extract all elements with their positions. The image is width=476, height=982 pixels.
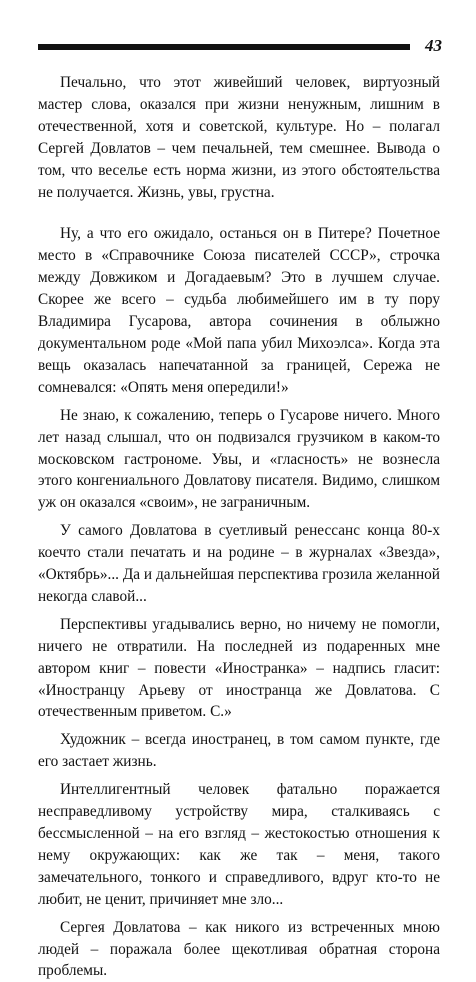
paragraph-2: Ну, а что его ожидало, останься он в Питере? Почетное место в «Справочнике Союза писателей СССР», строчка между Довжиком и Догадаевым? Это в лучшем случае. Скорее же всего – судьба любимейшего им в ту пору Владимира Гусарова, автора сочинения в облыжно документальном роде «Мой папа убил Михоэлса». Когда эта вещь оказалась напечатанной за границей, Сережа не сомневался: «Опять меня опередили!» [38,225,440,396]
page-number: 43 [425,36,442,55]
paragraph-1: Печально, что этот живейший человек, виртуозный мастер слова, оказался при жизни ненужным, лишним в отечественной, хотя и советской, культуре. Но – полагал Сергей Довлатов – чем печальней, тем смешнее. Вывода о том, что веселье есть норма жизни, из этого обстоятельства не получается. Жизнь, увы, грустна. [38,74,440,201]
header-rule [38,44,410,50]
paragraph-6: Художник – всегда иностранец, в том самом пункте, где его застает жизнь. [38,731,440,771]
paragraph-4: У самого Довлатова в суетливый ренессанс конца 80-х коечто стали печатать и на родине – в журналах «Звезда», «Октябрь»... Да и дальнейшая перспектива грозила желанной некогда славой... [38,522,440,605]
body-text [38,72,440,982]
paragraph-7: Интеллигентный человек фатально поражается несправедливому устройству мира, сталкиваясь с бессмысленной – на его взгляд – жестокостью отношения к нему окружающих: как же так – меня, такого замечательного, тонкого и справедливого, вдруг кто-то не любит, не ценит, причиняет мне зло... [38,781,440,908]
paragraph-3: Не знаю, к сожалению, теперь о Гусарове ничего. Много лет назад слышал, что он подвизался грузчиком в каком-то московском гастрономе. Увы, и «гласность» не вознесла этого конгениального Довлатову писателя. Видимо, слишком уж он оказался «своим», не заграничным. [38,406,440,512]
paragraph-8: Сергея Довлатова – как никого из встреченных мною людей – поражала более щекотливая обратная сторона проблемы. [38,918,440,980]
paragraph-5: Перспективы угадывались верно, но ничему не помогли, ничего не отвратили. На последней из подаренных мне автором книг – повести «Иностранка» – надпись гласит: «Иностранцу Арьеву от иностранца же Довлатова. С отечественным приветом. С.» [38,615,440,721]
